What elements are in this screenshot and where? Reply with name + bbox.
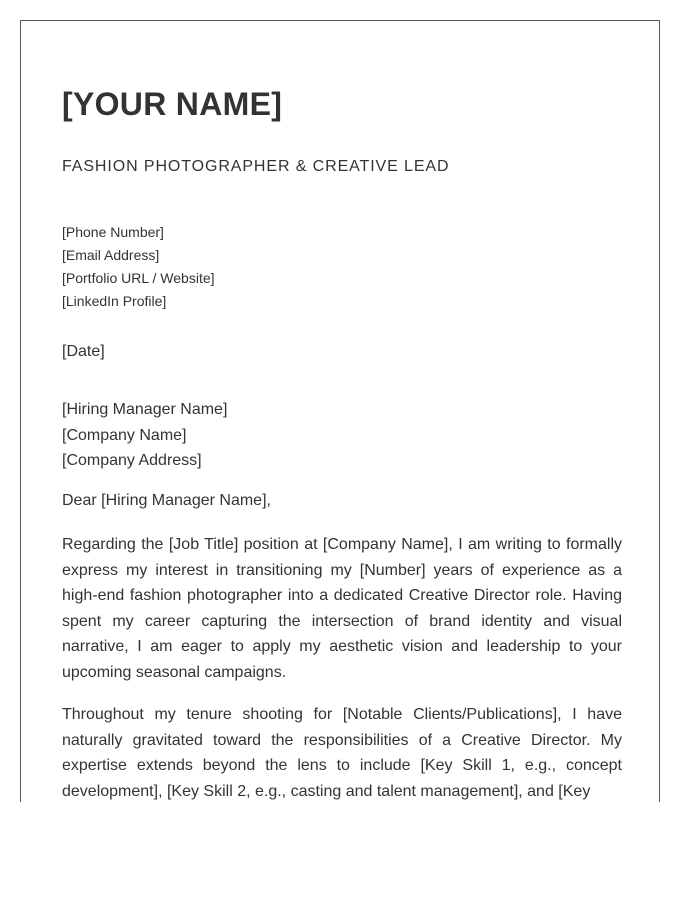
letter-date: [Date] xyxy=(62,343,105,360)
salutation: Dear [Hiring Manager Name], xyxy=(62,492,271,509)
contact-linkedin: [LinkedIn Profile] xyxy=(62,293,167,309)
contact-phone: [Phone Number] xyxy=(62,224,164,240)
contact-portfolio: [Portfolio URL / Website] xyxy=(62,270,215,286)
contact-email: [Email Address] xyxy=(62,247,160,263)
body-paragraph-1: Regarding the [Job Title] position at [Company Name], I am writing to formally express my interest in transitioning my [Number] years of experience as a high-end fashion photographer into a dedicated Creative Director role. Having spent my career capturing the intersection of brand identity and visual narrative, I am eager to apply my aesthetic vision and leadership to your upcoming seasonal campaigns. xyxy=(62,536,622,681)
recipient-manager: [Hiring Manager Name] xyxy=(62,401,228,418)
applicant-name: [YOUR NAME] xyxy=(62,86,283,122)
letter-page xyxy=(20,20,660,802)
applicant-title: FASHION PHOTOGRAPHER & CREATIVE LEAD xyxy=(62,158,450,175)
body-paragraph-2: Throughout my tenure shooting for [Notable Clients/Publications], I have naturally gravitated toward the responsibilities of a Creative Director. My expertise extends beyond the lens to include [Key Skill 1, e.g., concept development], [Key Skill 2, e.g., casting and talent management], and [Key xyxy=(62,706,622,800)
recipient-block xyxy=(62,397,227,474)
contact-block xyxy=(62,221,215,313)
recipient-address: [Company Address] xyxy=(62,452,202,470)
recipient-company: [Company Name] xyxy=(62,426,187,444)
